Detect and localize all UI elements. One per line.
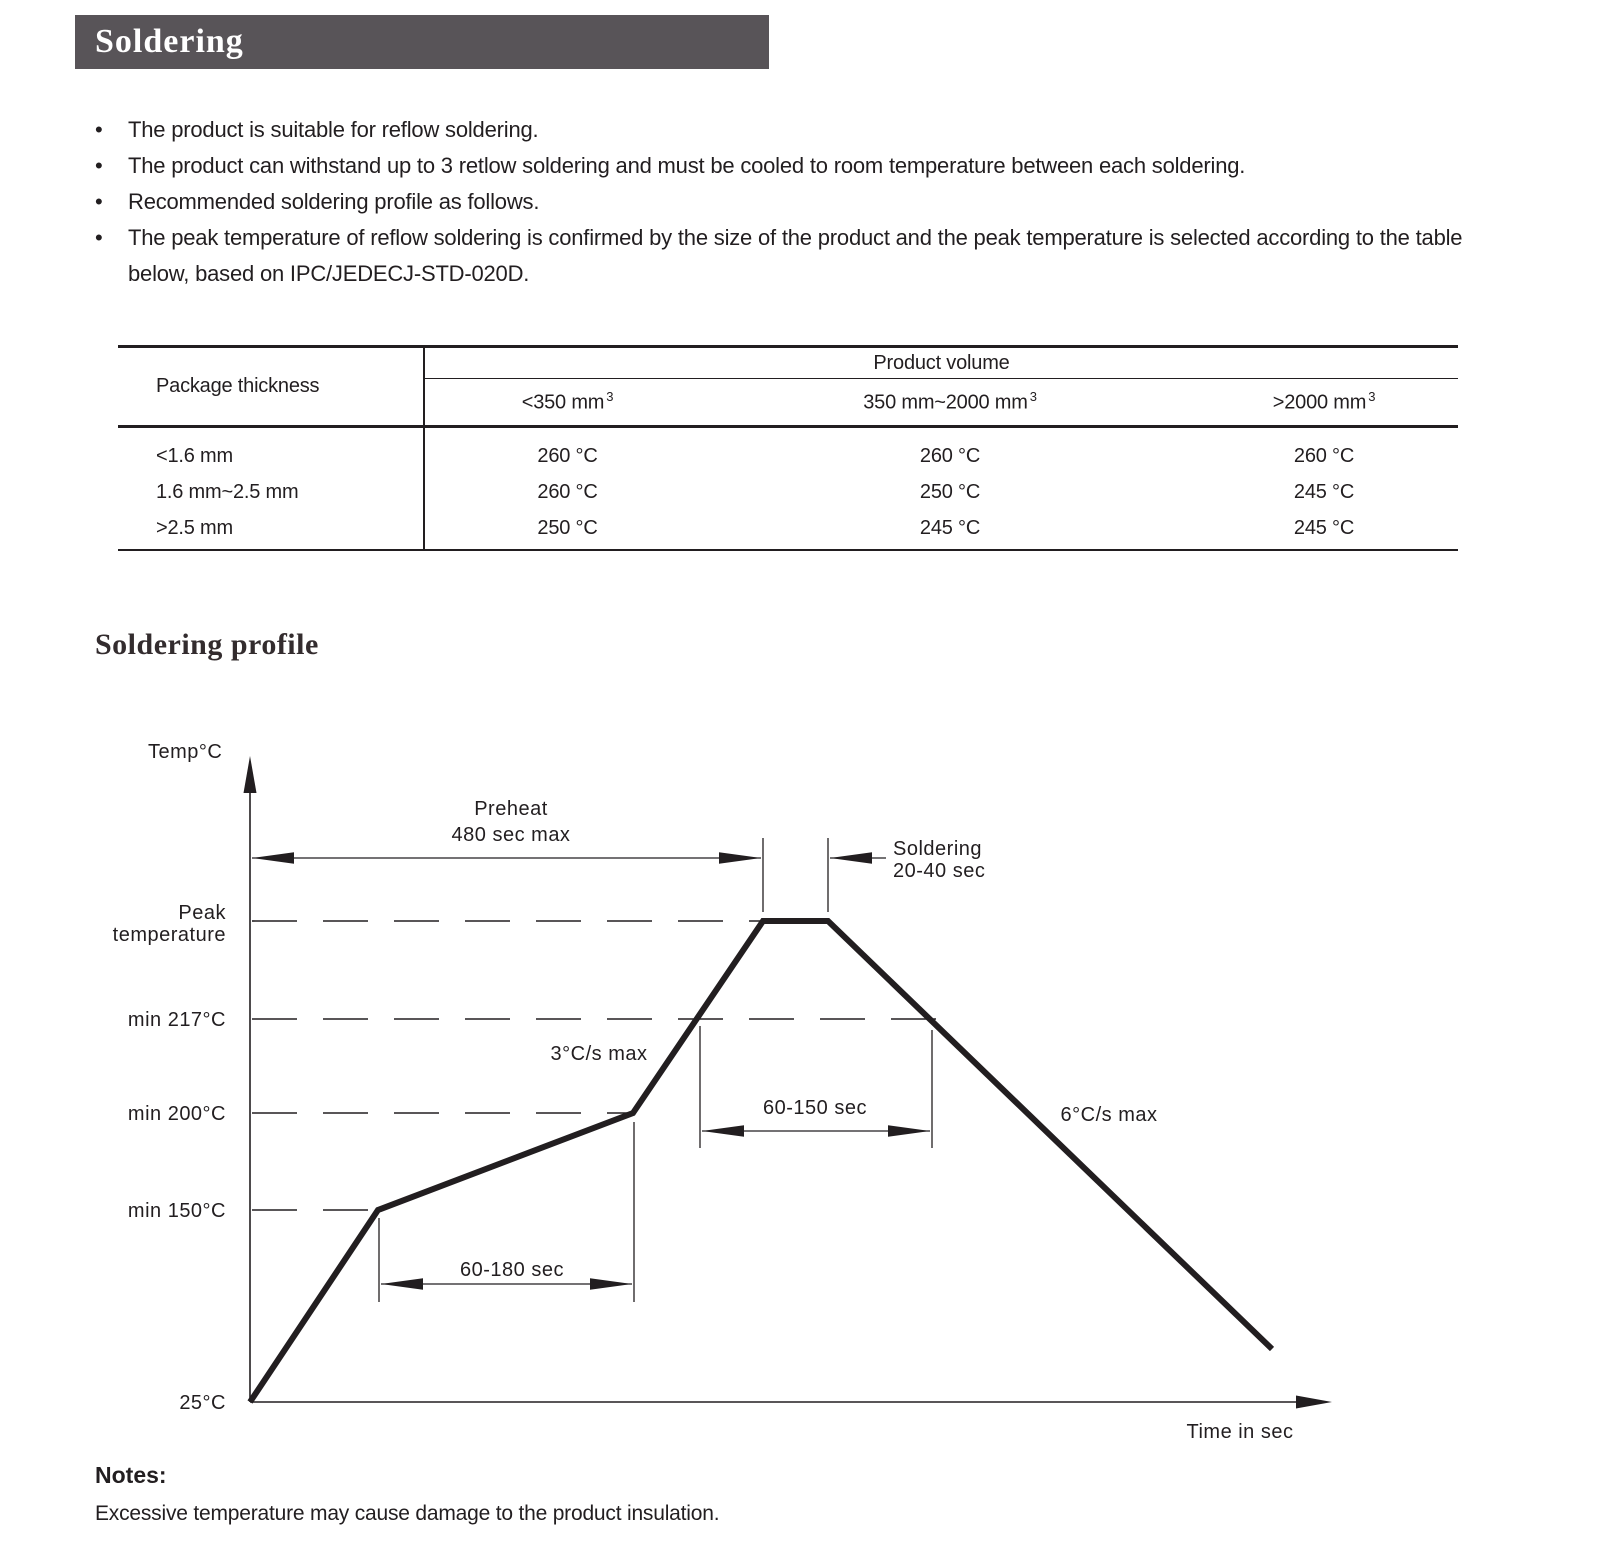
table-subheader (1190, 389, 1458, 415)
peak-temperature-label-line1: Peak (178, 902, 226, 924)
list-item (95, 220, 1480, 292)
bullet-icon: • (95, 189, 103, 214)
table-header-product-volume: Product volume (425, 348, 1458, 379)
notes-body: Excessive temperature may cause damage to the product insulation. (95, 1502, 720, 1525)
bullet-text: The product can withstand up to 3 retlow soldering and must be cooled to room temperature between each soldering. (128, 153, 1246, 178)
subheader-sup: 3 (1029, 389, 1037, 405)
table-subheader-row (425, 379, 1458, 425)
subheader-sup: 3 (1368, 389, 1376, 405)
table-subheader (425, 389, 710, 415)
arrow-left-icon (381, 1278, 423, 1290)
table-cell: 250 °C (919, 481, 981, 503)
table-subheader (710, 389, 1190, 415)
section-title: Soldering (95, 23, 244, 60)
preheat-duration-label: 480 sec max (451, 824, 571, 846)
subheader-sup: 3 (606, 389, 614, 405)
table-row (425, 474, 1458, 510)
table-cell: 260 °C (1293, 445, 1355, 467)
bullet-icon: • (95, 225, 103, 250)
bullet-icon: • (95, 117, 103, 142)
table-cell: 1.6 mm~2.5 mm (156, 481, 299, 503)
table-cell: 245 °C (1293, 481, 1355, 503)
table-values (425, 428, 1458, 549)
cool-rate-label: 6°C/s max (1060, 1104, 1158, 1126)
arrow-right-icon (719, 852, 761, 864)
notes-title: Notes: (95, 1462, 167, 1488)
list-item (95, 148, 1480, 184)
arrow-left-icon (252, 852, 294, 864)
section-title-bar (75, 15, 769, 69)
peak-temperature-table (118, 345, 1458, 551)
arrow-left-icon (830, 852, 872, 864)
above217-duration-label: 60-150 sec (763, 1097, 867, 1119)
table-cell: >2.5 mm (156, 517, 233, 539)
bullet-text: Recommended soldering profile as follows. (128, 189, 540, 214)
min150-label: min 150°C (127, 1200, 226, 1222)
table-row (425, 510, 1458, 546)
soldering-label: Soldering (893, 838, 983, 860)
bullet-text: The peak temperature of reflow soldering is confirmed by the size of the product and the peak temperature is selected according to the table below, based on IPC/JEDECJ-STD-020D. (128, 225, 1463, 286)
arrow-right-icon (888, 1125, 930, 1137)
subheader-text: 350 mm~2000 mm (863, 391, 1028, 414)
dimension-arrows (252, 852, 930, 1290)
list-item (95, 112, 1480, 148)
extension-lines (379, 838, 932, 1302)
bullet-list (95, 112, 1480, 292)
table-cell: 245 °C (1293, 517, 1355, 539)
table-body (118, 428, 1458, 551)
arrow-left-icon (702, 1125, 744, 1137)
subheader-text: >2000 mm (1272, 391, 1367, 414)
table-cell: 260 °C (537, 481, 598, 503)
x-axis-title: Time in sec (1186, 1421, 1294, 1443)
y-axis (244, 756, 257, 1402)
soldering-duration-label: 20-40 sec (893, 860, 986, 882)
bullet-icon: • (95, 153, 103, 178)
y-axis-arrowhead-icon (244, 756, 257, 793)
table-header-package-thickness: Package thickness (118, 348, 425, 425)
arrow-right-icon (590, 1278, 632, 1290)
table-header (118, 345, 1458, 428)
dashed-reference-lines (252, 921, 940, 1210)
soak-duration-label: 60-180 sec (460, 1259, 564, 1281)
min200-label: min 200°C (127, 1103, 226, 1125)
table-header-right (425, 348, 1458, 425)
list-item (95, 184, 1480, 220)
table-cell: 250 °C (537, 517, 598, 539)
min217-label: min 217°C (127, 1009, 226, 1031)
start-temp-label: 25°C (179, 1392, 226, 1414)
table-cell: 260 °C (537, 445, 598, 467)
ramp-rate-label: 3°C/s max (550, 1043, 648, 1065)
soldering-profile-chart (0, 690, 1618, 1460)
y-axis-title: Temp°C (148, 741, 223, 763)
peak-temperature-label-line2: temperature (112, 924, 226, 946)
table-cell: 260 °C (919, 445, 981, 467)
x-axis (250, 1396, 1332, 1409)
table-thickness-column (118, 428, 425, 549)
profile-heading: Soldering profile (95, 628, 319, 661)
preheat-label: Preheat (474, 798, 548, 820)
x-axis-arrowhead-icon (1296, 1396, 1332, 1409)
table-cell: 245 °C (919, 517, 981, 539)
table-cell: <1.6 mm (156, 445, 233, 467)
subheader-text: <350 mm (521, 391, 605, 414)
table-row (425, 438, 1458, 474)
bullet-text: The product is suitable for reflow soldering. (128, 117, 539, 142)
profile-curve (250, 921, 1272, 1402)
